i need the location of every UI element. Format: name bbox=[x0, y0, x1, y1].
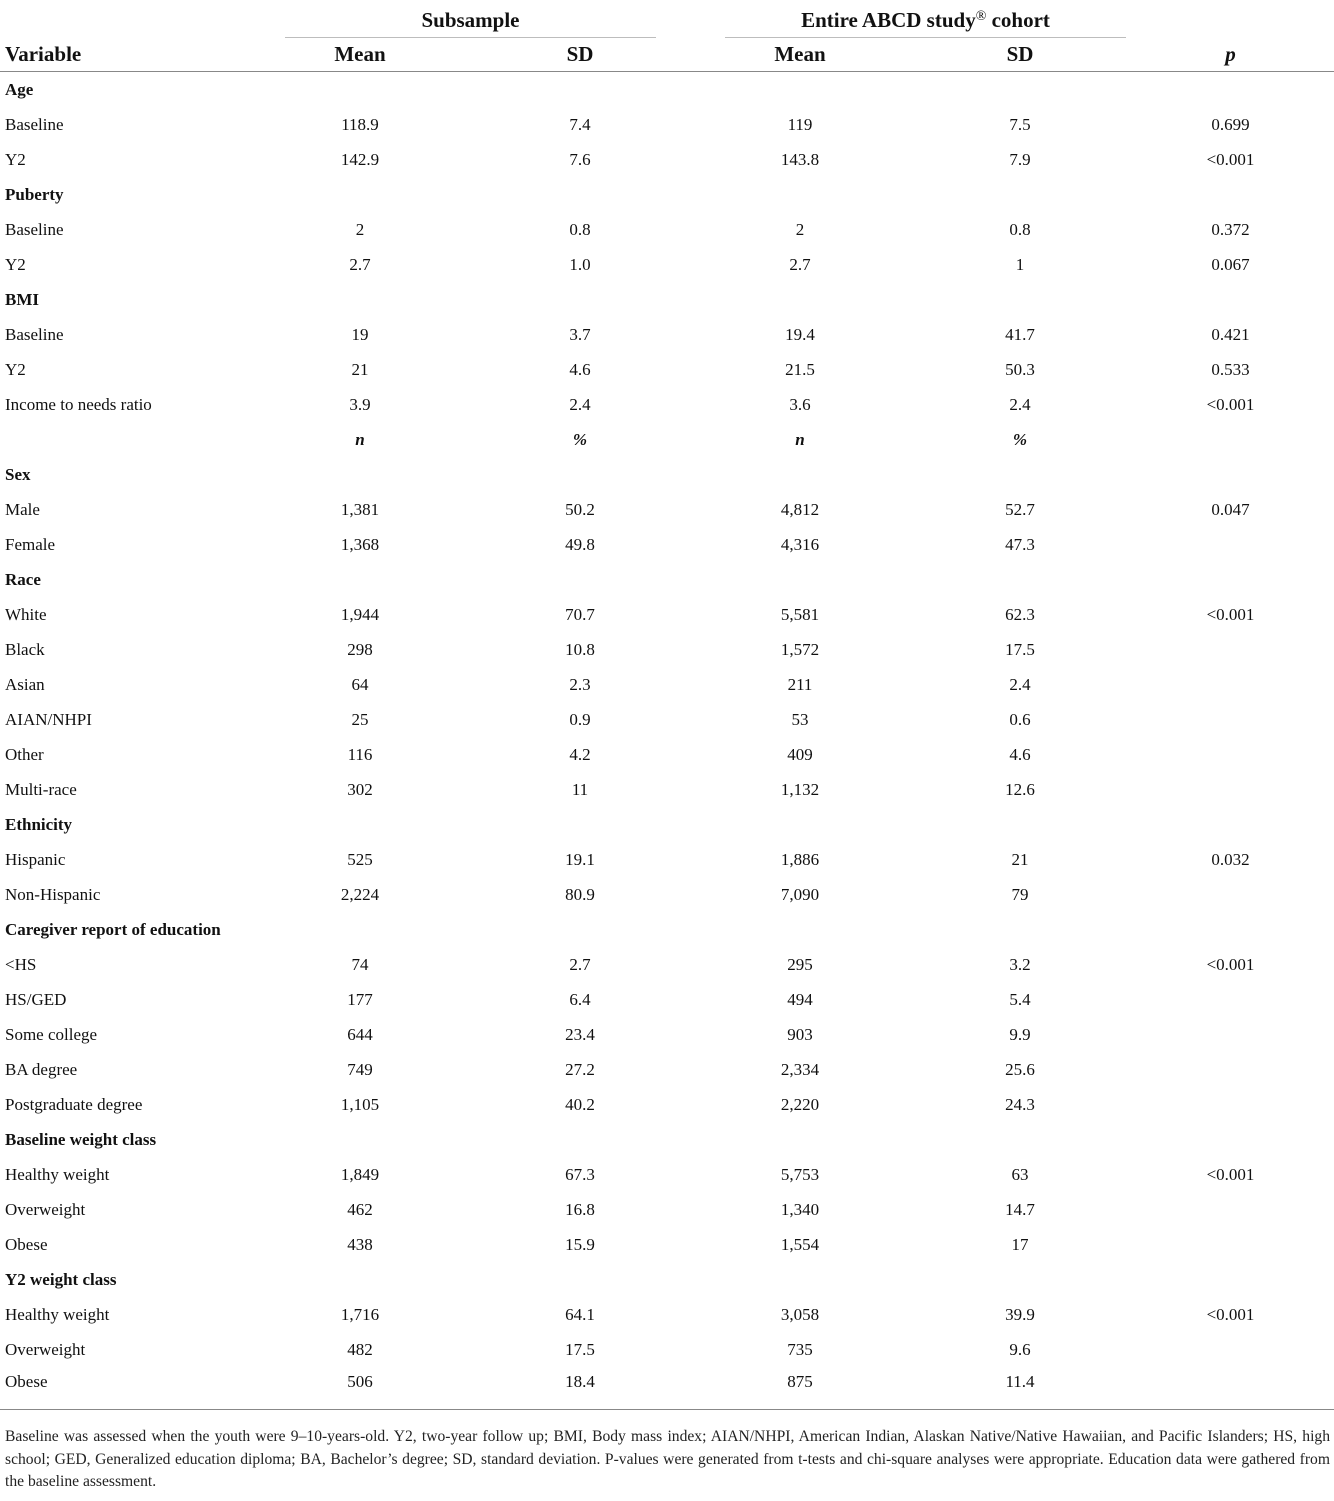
cell-cohort-mean: 119 bbox=[787, 114, 813, 134]
table-row bbox=[0, 317, 1334, 352]
cell-subsample-mean: 525 bbox=[347, 849, 373, 869]
cell-subsample-sd: 11 bbox=[571, 779, 589, 799]
col-header-subsample-sd: SD bbox=[566, 41, 594, 66]
cell-subsample-mean: 302 bbox=[347, 779, 373, 799]
cell-cohort-mean bbox=[687, 177, 913, 212]
table-row bbox=[0, 702, 1334, 737]
cell-p-value: 0.421 bbox=[1211, 324, 1250, 344]
cell-subsample-mean: 482 bbox=[347, 1339, 373, 1359]
cell-subsample-sd: 15.9 bbox=[565, 1234, 595, 1254]
cell-cohort-mean: 5,753 bbox=[780, 1164, 820, 1184]
table-row bbox=[0, 667, 1334, 702]
cell-variable: Healthy weight bbox=[5, 1164, 110, 1184]
cell-p-value bbox=[1127, 282, 1334, 317]
cell-cohort-sd bbox=[913, 72, 1127, 108]
cell-cohort-sd bbox=[913, 562, 1127, 597]
cell-subsample-mean: 118.9 bbox=[341, 114, 379, 134]
cell-cohort-mean: 1,554 bbox=[780, 1234, 820, 1254]
cell-cohort-mean: 295 bbox=[787, 954, 813, 974]
cell-variable: Income to needs ratio bbox=[5, 394, 152, 414]
cell-subsample-sd: 67.3 bbox=[565, 1164, 595, 1184]
cell-subsample-mean: 3.9 bbox=[349, 394, 371, 414]
cell-subsample-sd: 2.7 bbox=[569, 954, 591, 974]
cell-subsample-sd bbox=[473, 457, 687, 492]
cell-subsample-sd: 10.8 bbox=[565, 639, 595, 659]
table-row bbox=[0, 1332, 1334, 1367]
cell-cohort-mean: 2 bbox=[795, 219, 805, 239]
cell-cohort-sd: 3.2 bbox=[1009, 954, 1031, 974]
cell-cohort-mean: 3.6 bbox=[789, 394, 811, 414]
cell-cohort-sd: 9.9 bbox=[1009, 1024, 1031, 1044]
cell-p-value: <0.001 bbox=[1206, 394, 1255, 414]
cell-cohort-mean bbox=[687, 457, 913, 492]
cell-subsample-sd bbox=[473, 282, 687, 317]
cell-variable: Baseline bbox=[5, 219, 64, 239]
cell-subsample-mean: 462 bbox=[347, 1199, 373, 1219]
cell-cohort-mean: 1,572 bbox=[780, 639, 820, 659]
cell-p-value bbox=[1127, 527, 1334, 562]
cell-subsample-mean: 1,381 bbox=[340, 499, 380, 519]
cell-subsample-sd: 16.8 bbox=[565, 1199, 595, 1219]
table-row bbox=[0, 247, 1334, 282]
cell-cohort-sd: 7.9 bbox=[1009, 149, 1031, 169]
cell-cohort-sd: 41.7 bbox=[1005, 324, 1035, 344]
cell-subsample-sd bbox=[473, 807, 687, 842]
cell-subsample-sd: 17.5 bbox=[565, 1339, 595, 1359]
cell-variable: Male bbox=[5, 499, 40, 519]
cell-subsample-sd bbox=[473, 177, 687, 212]
table-row bbox=[0, 1052, 1334, 1087]
cell-p-value bbox=[1127, 177, 1334, 212]
cell-p-value: <0.001 bbox=[1206, 149, 1255, 169]
cell-cohort-sd: 2.4 bbox=[1009, 674, 1031, 694]
cell-subsample-sd: 64.1 bbox=[565, 1304, 595, 1324]
cell-p-value: <0.001 bbox=[1206, 1164, 1255, 1184]
cell-p-value bbox=[1127, 562, 1334, 597]
cell-variable: Healthy weight bbox=[5, 1304, 110, 1324]
cell-p-value: 0.533 bbox=[1211, 359, 1250, 379]
cell-variable: HS/GED bbox=[5, 989, 67, 1009]
cell-subsample-sd bbox=[473, 912, 687, 947]
cell-subsample-sd: 2.3 bbox=[569, 674, 591, 694]
cell-variable: Y2 bbox=[5, 359, 26, 379]
cell-cohort-sd: 0.8 bbox=[1009, 219, 1031, 239]
cell-variable: Obese bbox=[5, 1372, 48, 1391]
section-row bbox=[0, 457, 1334, 492]
cell-cohort-mean bbox=[687, 807, 913, 842]
cell-variable: Sex bbox=[5, 464, 31, 484]
cell-subsample-mean: 1,849 bbox=[340, 1164, 380, 1184]
group-header-entire-prefix: Entire ABCD study bbox=[801, 8, 976, 32]
table-body bbox=[0, 72, 1334, 1410]
cell-subsample-sd: 50.2 bbox=[565, 499, 595, 519]
cell-subsample-sd: 0.8 bbox=[569, 219, 591, 239]
cell-cohort-sd: 11.4 bbox=[1005, 1372, 1035, 1391]
cell-cohort-mean: 1,340 bbox=[780, 1199, 820, 1219]
col-header-variable: Variable bbox=[5, 41, 82, 66]
cell-cohort-mean bbox=[687, 282, 913, 317]
data-table bbox=[0, 37, 1334, 1410]
cell-cohort-mean: 735 bbox=[787, 1339, 813, 1359]
cell-variable: Non-Hispanic bbox=[5, 884, 101, 904]
section-row bbox=[0, 807, 1334, 842]
cell-subsample-sd: 7.4 bbox=[569, 114, 591, 134]
cell-variable: Race bbox=[5, 569, 41, 589]
table-row bbox=[0, 387, 1334, 422]
table-row bbox=[0, 212, 1334, 247]
cell-p-value bbox=[1127, 1122, 1334, 1157]
cell-subsample-sd: 0.9 bbox=[569, 709, 591, 729]
cell-p-value bbox=[1127, 1367, 1334, 1410]
cell-cohort-sd bbox=[913, 1262, 1127, 1297]
cell-subsample-mean: 19 bbox=[351, 324, 369, 344]
cell-cohort-sd: 14.7 bbox=[1005, 1199, 1035, 1219]
table-row bbox=[0, 492, 1334, 527]
table-row bbox=[0, 352, 1334, 387]
cell-variable: Overweight bbox=[5, 1339, 86, 1359]
cell-variable: Obese bbox=[5, 1234, 48, 1254]
cell-cohort-sd: 47.3 bbox=[1005, 534, 1035, 554]
cell-subsample-mean: 1,944 bbox=[340, 604, 380, 624]
cell-cohort-sd: 5.4 bbox=[1009, 989, 1031, 1009]
table-header bbox=[0, 37, 1334, 72]
cell-subsample-mean: 749 bbox=[347, 1059, 373, 1079]
cell-subsample-mean bbox=[247, 1122, 473, 1157]
cell-cohort-sd: 25.6 bbox=[1005, 1059, 1035, 1079]
header-row bbox=[0, 37, 1334, 72]
cell-variable: White bbox=[5, 604, 47, 624]
col-header-subsample-mean: Mean bbox=[334, 41, 386, 66]
cell-variable: Y2 bbox=[5, 254, 26, 274]
table-row bbox=[0, 1192, 1334, 1227]
cell-subsample-sd: % bbox=[572, 429, 588, 449]
cell-subsample-mean bbox=[247, 1262, 473, 1297]
cell-cohort-mean bbox=[687, 1262, 913, 1297]
table-row bbox=[0, 632, 1334, 667]
cell-cohort-mean: 4,316 bbox=[780, 534, 820, 554]
cell-subsample-mean: 21 bbox=[351, 359, 369, 379]
cell-variable: Female bbox=[5, 534, 56, 554]
cell-cohort-mean: 1,886 bbox=[780, 849, 820, 869]
cell-p-value bbox=[1127, 72, 1334, 108]
cell-subsample-sd: 18.4 bbox=[565, 1372, 595, 1391]
cell-variable: Some college bbox=[5, 1024, 98, 1044]
cell-subsample-mean: n bbox=[355, 429, 365, 449]
cell-p-value bbox=[1127, 1262, 1334, 1297]
cell-cohort-mean bbox=[687, 1122, 913, 1157]
cell-p-value bbox=[1127, 912, 1334, 947]
table-row bbox=[0, 947, 1334, 982]
cell-subsample-sd: 40.2 bbox=[565, 1094, 595, 1114]
cell-cohort-sd bbox=[913, 457, 1127, 492]
cell-p-value bbox=[1127, 772, 1334, 807]
cell-p-value: <0.001 bbox=[1206, 604, 1255, 624]
cell-cohort-mean: 2.7 bbox=[789, 254, 811, 274]
cell-p-value bbox=[1127, 1017, 1334, 1052]
section-row bbox=[0, 282, 1334, 317]
cell-cohort-sd: 7.5 bbox=[1009, 114, 1031, 134]
cell-cohort-mean: 875 bbox=[787, 1372, 813, 1391]
table-row bbox=[0, 1227, 1334, 1262]
cell-p-value bbox=[1127, 667, 1334, 702]
cell-variable: Caregiver report of education bbox=[5, 919, 221, 939]
section-row bbox=[0, 562, 1334, 597]
cell-variable: Baseline bbox=[5, 114, 64, 134]
cell-subsample-mean: 1,716 bbox=[340, 1304, 380, 1324]
cell-cohort-sd: 79 bbox=[1011, 884, 1029, 904]
cell-subsample-sd: 27.2 bbox=[565, 1059, 595, 1079]
cell-p-value bbox=[1127, 1227, 1334, 1262]
cell-variable: Black bbox=[5, 639, 45, 659]
cell-subsample-mean: 74 bbox=[351, 954, 369, 974]
group-header-subsample: Subsample bbox=[421, 8, 520, 32]
cell-subsample-mean: 25 bbox=[351, 709, 369, 729]
cell-subsample-sd bbox=[473, 562, 687, 597]
cell-subsample-mean bbox=[247, 282, 473, 317]
cell-p-value bbox=[1127, 422, 1334, 457]
cell-subsample-mean: 1,368 bbox=[340, 534, 380, 554]
cell-subsample-mean: 177 bbox=[347, 989, 373, 1009]
cell-subsample-mean: 142.9 bbox=[340, 149, 380, 169]
subheader-row bbox=[0, 422, 1334, 457]
cell-p-value: 0.372 bbox=[1211, 219, 1250, 239]
cell-p-value bbox=[1127, 457, 1334, 492]
cell-subsample-mean bbox=[247, 457, 473, 492]
col-header-cohort-mean: Mean bbox=[774, 41, 826, 66]
cell-cohort-sd bbox=[913, 912, 1127, 947]
cell-subsample-sd: 49.8 bbox=[565, 534, 595, 554]
cell-p-value bbox=[1127, 982, 1334, 1017]
cell-subsample-sd: 7.6 bbox=[569, 149, 591, 169]
cell-subsample-sd: 23.4 bbox=[565, 1024, 595, 1044]
cell-cohort-sd: 12.6 bbox=[1005, 779, 1035, 799]
table-row bbox=[0, 142, 1334, 177]
table-row bbox=[0, 1017, 1334, 1052]
cell-subsample-mean: 2 bbox=[355, 219, 365, 239]
cell-subsample-sd: 4.2 bbox=[569, 744, 591, 764]
section-row bbox=[0, 177, 1334, 212]
cell-p-value bbox=[1127, 632, 1334, 667]
cell-variable: BA degree bbox=[5, 1059, 78, 1079]
cell-subsample-mean bbox=[247, 177, 473, 212]
cell-variable: Other bbox=[5, 744, 44, 764]
cell-cohort-mean: n bbox=[795, 429, 805, 449]
cell-subsample-mean: 298 bbox=[347, 639, 373, 659]
cell-cohort-sd: 21 bbox=[1011, 849, 1029, 869]
cell-p-value bbox=[1127, 1192, 1334, 1227]
cell-cohort-sd: 50.3 bbox=[1005, 359, 1035, 379]
table-row bbox=[0, 1367, 1334, 1410]
cell-variable: Hispanic bbox=[5, 849, 66, 869]
table-row bbox=[0, 597, 1334, 632]
cell-cohort-sd bbox=[913, 177, 1127, 212]
cell-subsample-mean: 64 bbox=[351, 674, 369, 694]
cell-subsample-mean bbox=[247, 562, 473, 597]
cell-cohort-mean: 53 bbox=[791, 709, 809, 729]
table-row bbox=[0, 772, 1334, 807]
cell-subsample-sd: 3.7 bbox=[569, 324, 591, 344]
cell-p-value bbox=[1127, 702, 1334, 737]
cell-cohort-mean bbox=[687, 72, 913, 108]
cell-subsample-mean: 1,105 bbox=[340, 1094, 380, 1114]
cell-cohort-mean: 494 bbox=[787, 989, 813, 1009]
cell-subsample-sd: 70.7 bbox=[565, 604, 595, 624]
cell-cohort-sd: 63 bbox=[1011, 1164, 1029, 1184]
cell-variable: Overweight bbox=[5, 1199, 86, 1219]
cell-cohort-mean: 2,220 bbox=[780, 1094, 820, 1114]
cell-cohort-mean bbox=[687, 912, 913, 947]
cell-variable: Baseline weight class bbox=[5, 1129, 157, 1149]
cell-p-value: <0.001 bbox=[1206, 1304, 1255, 1324]
cell-cohort-sd bbox=[913, 282, 1127, 317]
cell-variable: Y2 bbox=[5, 149, 26, 169]
cell-variable: Y2 weight class bbox=[5, 1269, 117, 1289]
table-row bbox=[0, 107, 1334, 142]
cell-cohort-sd: 24.3 bbox=[1005, 1094, 1035, 1114]
cell-cohort-sd: 62.3 bbox=[1005, 604, 1035, 624]
cell-cohort-sd: 9.6 bbox=[1009, 1339, 1031, 1359]
cell-p-value: 0.699 bbox=[1211, 114, 1250, 134]
cell-variable: Multi-race bbox=[5, 779, 77, 799]
cell-cohort-sd: 52.7 bbox=[1005, 499, 1035, 519]
group-header-entire-cohort bbox=[725, 4, 1126, 38]
group-header-entire-suffix: cohort bbox=[986, 8, 1050, 32]
cell-subsample-mean: 2.7 bbox=[349, 254, 371, 274]
cell-subsample-mean: 506 bbox=[347, 1372, 373, 1391]
cell-variable: Puberty bbox=[5, 184, 64, 204]
cell-cohort-mean: 5,581 bbox=[780, 604, 820, 624]
cell-variable: <HS bbox=[5, 954, 37, 974]
table-row bbox=[0, 877, 1334, 912]
cell-variable: Baseline bbox=[5, 324, 64, 344]
cell-subsample-sd bbox=[473, 72, 687, 108]
cell-subsample-sd bbox=[473, 1262, 687, 1297]
table-row bbox=[0, 1297, 1334, 1332]
cell-subsample-mean: 116 bbox=[347, 744, 373, 764]
cell-subsample-sd: 1.0 bbox=[569, 254, 591, 274]
cell-subsample-sd bbox=[473, 1122, 687, 1157]
table-row bbox=[0, 842, 1334, 877]
cell-variable: Age bbox=[5, 79, 34, 99]
cell-cohort-sd bbox=[913, 807, 1127, 842]
cell-subsample-sd: 2.4 bbox=[569, 394, 591, 414]
table-footnote: Baseline was assessed when the youth were 9–10-years-old. Y2, two-year follow up; BMI, Body mass index; AIAN/NHPI, American Indian, Alaskan Native/Native Hawaiian, and Pacific Islanders; HS, high school; GED, Generalized education diploma; BA, Bachelor’s degree; SD, standard deviation. P-values were generated from t-tests and chi-square analyses were appropriate. Education data were gathered from the baseline assessment. bbox=[5, 1428, 1330, 1490]
cell-cohort-sd: 17 bbox=[1011, 1234, 1029, 1254]
cell-cohort-sd: 17.5 bbox=[1005, 639, 1035, 659]
cell-p-value: 0.047 bbox=[1211, 499, 1250, 519]
section-row bbox=[0, 72, 1334, 108]
cell-subsample-sd: 80.9 bbox=[565, 884, 595, 904]
cell-p-value: 0.067 bbox=[1211, 254, 1250, 274]
cell-p-value bbox=[1127, 807, 1334, 842]
cell-variable bbox=[0, 422, 247, 457]
cell-p-value bbox=[1127, 1332, 1334, 1367]
cell-subsample-sd: 6.4 bbox=[569, 989, 591, 1009]
cell-subsample-mean bbox=[247, 912, 473, 947]
cell-cohort-mean: 143.8 bbox=[780, 149, 820, 169]
cell-p-value bbox=[1127, 737, 1334, 772]
cell-cohort-sd bbox=[913, 1122, 1127, 1157]
cell-cohort-sd: 0.6 bbox=[1009, 709, 1031, 729]
cell-p-value bbox=[1127, 877, 1334, 912]
section-row bbox=[0, 1262, 1334, 1297]
cell-cohort-sd: % bbox=[1012, 429, 1028, 449]
cell-cohort-mean: 3,058 bbox=[780, 1304, 820, 1324]
cell-cohort-mean: 7,090 bbox=[780, 884, 820, 904]
cell-cohort-mean: 903 bbox=[787, 1024, 813, 1044]
section-row bbox=[0, 1122, 1334, 1157]
section-row bbox=[0, 912, 1334, 947]
cell-variable: Postgraduate degree bbox=[5, 1094, 143, 1114]
cell-cohort-mean: 4,812 bbox=[780, 499, 820, 519]
cell-cohort-mean: 409 bbox=[787, 744, 813, 764]
cell-cohort-sd: 39.9 bbox=[1005, 1304, 1035, 1324]
cell-p-value: 0.032 bbox=[1211, 849, 1250, 869]
cell-cohort-mean: 21.5 bbox=[785, 359, 815, 379]
table-row bbox=[0, 527, 1334, 562]
cell-p-value bbox=[1127, 1087, 1334, 1122]
registered-mark: ® bbox=[975, 9, 987, 24]
cell-cohort-sd: 2.4 bbox=[1009, 394, 1031, 414]
cell-cohort-mean: 19.4 bbox=[785, 324, 815, 344]
table-row bbox=[0, 737, 1334, 772]
cell-subsample-mean bbox=[247, 72, 473, 108]
cell-subsample-mean: 2,224 bbox=[340, 884, 380, 904]
cell-p-value bbox=[1127, 1052, 1334, 1087]
cell-cohort-mean: 211 bbox=[787, 674, 813, 694]
col-header-p: p bbox=[1225, 41, 1236, 66]
cell-cohort-sd: 4.6 bbox=[1009, 744, 1031, 764]
table-row bbox=[0, 982, 1334, 1017]
table-row bbox=[0, 1157, 1334, 1192]
cell-p-value: <0.001 bbox=[1206, 954, 1255, 974]
cell-cohort-mean: 1,132 bbox=[780, 779, 820, 799]
cell-subsample-sd: 19.1 bbox=[565, 849, 595, 869]
cell-variable: Ethnicity bbox=[5, 814, 73, 834]
cell-cohort-mean: 2,334 bbox=[780, 1059, 820, 1079]
table-row bbox=[0, 1087, 1334, 1122]
cell-variable: Asian bbox=[5, 674, 45, 694]
col-header-cohort-sd: SD bbox=[1006, 41, 1034, 66]
cell-cohort-sd: 1 bbox=[1015, 254, 1025, 274]
cell-subsample-sd: 4.6 bbox=[569, 359, 591, 379]
cell-subsample-mean: 438 bbox=[347, 1234, 373, 1254]
cell-subsample-mean bbox=[247, 807, 473, 842]
cell-variable: AIAN/NHPI bbox=[5, 709, 92, 729]
cell-cohort-mean bbox=[687, 562, 913, 597]
cell-subsample-mean: 644 bbox=[347, 1024, 373, 1044]
cell-variable: BMI bbox=[5, 289, 39, 309]
